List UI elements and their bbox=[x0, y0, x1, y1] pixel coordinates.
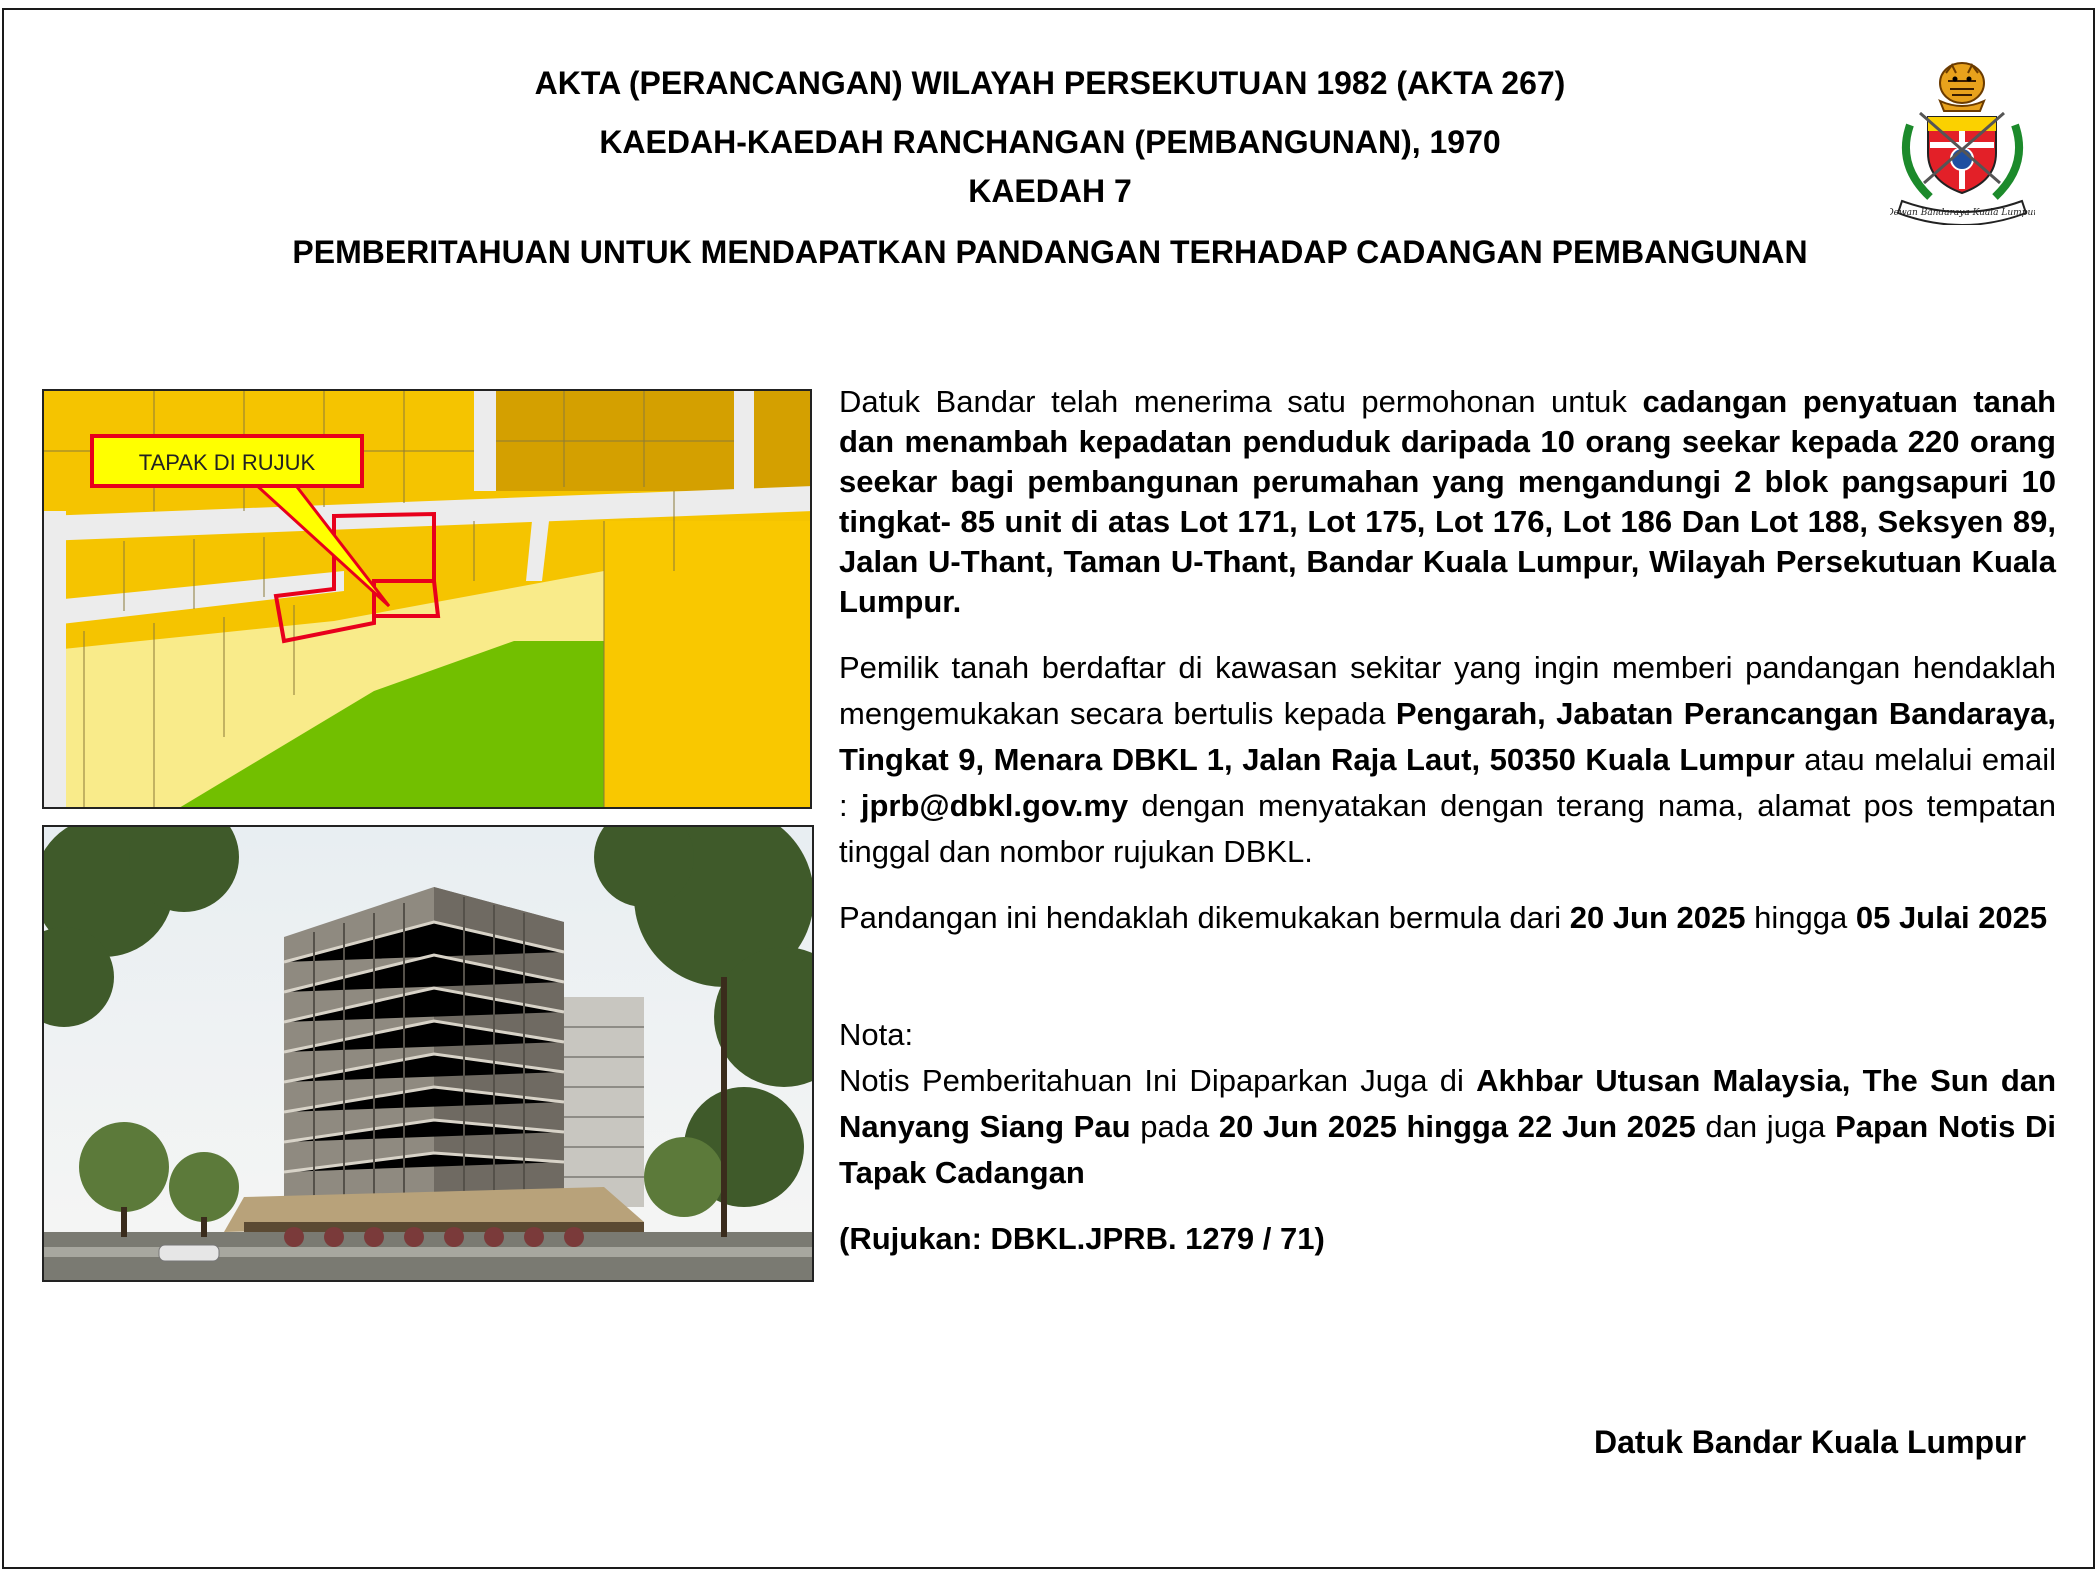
crest-ribbon-text: Dewan Bandaraya Kuala Lumpur bbox=[1890, 208, 2035, 218]
rules-title: KAEDAH-KAEDAH RANCHANGAN (PEMBANGUNAN), 1970 bbox=[599, 124, 1501, 160]
period-intro: Pandangan ini hendaklah dikemukakan bermula dari bbox=[839, 900, 1570, 935]
act-title: AKTA (PERANCANGAN) WILAYAH PERSEKUTUAN 1982 (AKTA 267) bbox=[534, 65, 1566, 101]
submission-intro: Pemilik tanah berdaftar di kawasan sekitar yang ingin memberi pandangan hendaklah mengemukakan secara bertulis kepada bbox=[839, 650, 2056, 731]
map-callout-label: TAPAK DI RUJUK bbox=[138, 450, 316, 475]
period-end-date: 05 Julai 2025 bbox=[1855, 900, 2048, 935]
paragraph-note bbox=[839, 1012, 2056, 1196]
rule-number: KAEDAH 7 bbox=[968, 173, 1132, 209]
paragraph-period bbox=[839, 895, 2056, 941]
note-board: Papan Notis Di Tapak Cadangan bbox=[839, 1109, 2057, 1190]
paragraph-submission bbox=[839, 645, 2056, 875]
application-details: cadangan penyatuan tanah dan menambah kepadatan penduduk daripada 10 orang seekar kepada 220 orang seekar bagi pembangunan perumahan yang mengandungi 2 blok pangsapuri 10 tingkat- 85 unit di atas Lot 171, Lot 175, Lot 176, Lot 186 Dan Lot 188, Seksyen 89, Jalan U-Thant, Taman U-Thant, Bandar Kuala Lumpur, Wilayah Persekutuan Kuala Lumpur. bbox=[839, 384, 2056, 619]
period-mid: hingga bbox=[1745, 900, 1856, 935]
dbkl-crest-logo bbox=[1890, 55, 2035, 225]
paragraph-reference bbox=[839, 1219, 2056, 1259]
notice-title: PEMBERITAHUAN UNTUK MENDAPATKAN PANDANGAN TERHADAP CADANGAN PEMBANGUNAN bbox=[292, 234, 1808, 270]
note-mid: pada bbox=[1130, 1109, 1219, 1144]
note-body bbox=[839, 1058, 2056, 1196]
paragraph-application bbox=[839, 382, 2056, 622]
note-dates: 20 Jun 2025 hingga 22 Jun 2025 bbox=[1218, 1109, 1696, 1144]
submission-end: dengan menyatakan dengan terang nama, alamat pos tempatan tinggal dan nombor rujukan DBKL. bbox=[839, 788, 2056, 869]
building-render-image bbox=[42, 825, 814, 1282]
note-newspapers: Akhbar Utusan Malaysia, The Sun dan Nanyang Siang Pau bbox=[839, 1063, 2057, 1144]
note-label: Nota: bbox=[839, 1017, 914, 1052]
submission-address: Pengarah, Jabatan Perancangan Bandaraya, Tingkat 9, Menara DBKL 1, Jalan Raja Laut, 50350 Kuala Lumpur bbox=[839, 696, 2056, 777]
note-mid2: dan juga bbox=[1695, 1109, 1836, 1144]
submission-mid: atau melalui email : bbox=[839, 742, 2056, 823]
note-intro: Notis Pemberitahuan Ini Dipaparkan Juga di bbox=[839, 1063, 1477, 1098]
reference-number: (Rujukan: DBKL.JPRB. 1279 / 71) bbox=[839, 1221, 1325, 1256]
application-intro: Datuk Bandar telah menerima satu permohonan untuk bbox=[839, 384, 1643, 419]
site-location-map bbox=[42, 389, 812, 809]
period-start-date: 20 Jun 2025 bbox=[1569, 900, 1746, 935]
submission-email[interactable]: jprb@dbkl.gov.my bbox=[860, 788, 1129, 823]
signatory: Datuk Bandar Kuala Lumpur bbox=[1594, 1424, 2027, 1460]
